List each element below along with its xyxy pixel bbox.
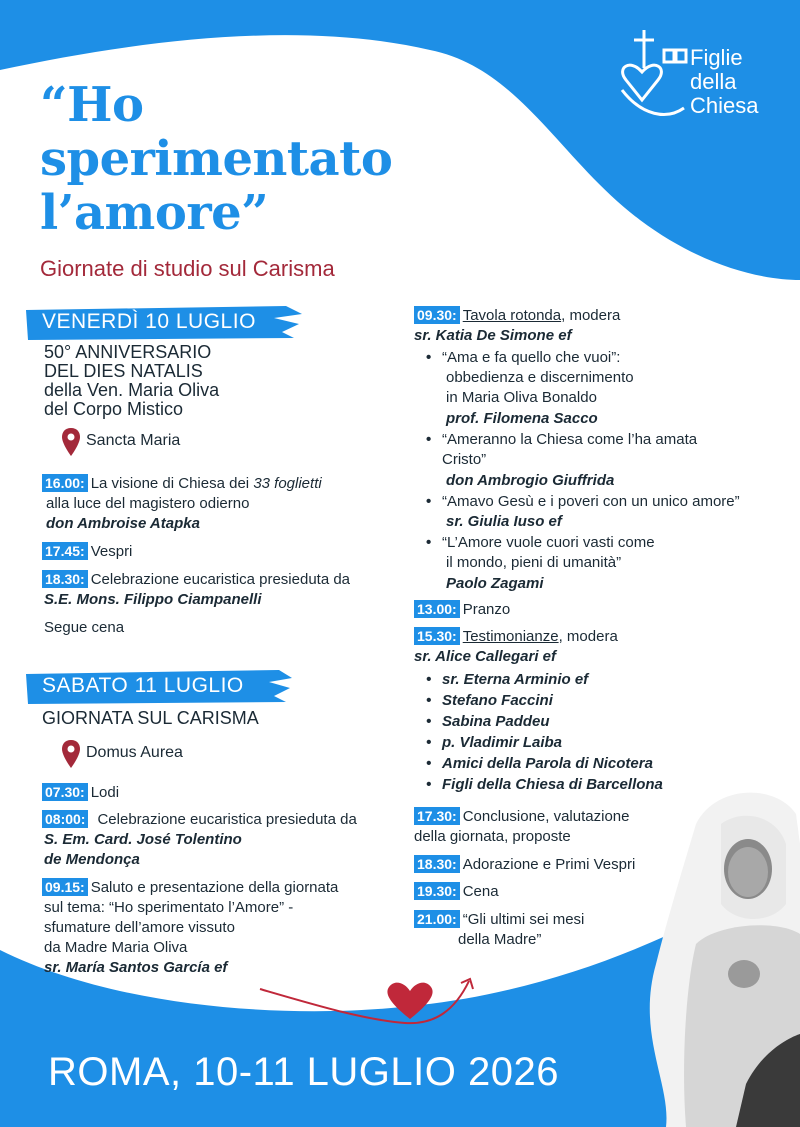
event-text: Cena bbox=[462, 883, 499, 900]
event-time: 18.30: bbox=[414, 855, 460, 873]
friday-event-2 bbox=[42, 542, 132, 562]
event-speaker: don Ambroise Atapka bbox=[46, 515, 200, 532]
location-pin-icon bbox=[62, 740, 80, 768]
location-pin-icon bbox=[62, 428, 80, 456]
saturday-heading: GIORNATA SUL CARISMA bbox=[42, 708, 259, 728]
footer-date: ROMA, 10-11 LUGLIO 2026 bbox=[48, 1050, 559, 1094]
talk-line-2: Cristo” bbox=[442, 451, 487, 468]
list-item: • Figli della Chiesa di Barcellona bbox=[426, 774, 786, 795]
friday-heading-line-3: della Ven. Maria Oliva bbox=[44, 380, 220, 400]
logo-line-2: della bbox=[690, 69, 737, 94]
event-text-line-2: della Madre” bbox=[458, 931, 542, 948]
lunch-event bbox=[414, 600, 510, 620]
talk-line-2: obbedienza e discernimento bbox=[446, 369, 634, 386]
friday-note: Segue cena bbox=[44, 619, 125, 636]
list-item bbox=[426, 492, 786, 532]
friday-heading-line-1: 50° ANNIVERSARIO bbox=[44, 342, 212, 362]
list-item: • Amici della Parola di Nicotera bbox=[426, 753, 786, 774]
event-speaker-line-2: de Mendonça bbox=[44, 851, 140, 868]
logo-line-1: Figlie bbox=[690, 45, 743, 70]
event-text: Vespri bbox=[90, 543, 133, 560]
friday-banner-label: VENERDÌ 10 LUGLIO bbox=[42, 310, 256, 333]
event-text: Adorazione e Primi Vespri bbox=[462, 856, 636, 873]
evening-event bbox=[414, 910, 584, 950]
event-time: 19.30: bbox=[414, 882, 460, 900]
friday-heading bbox=[44, 343, 219, 419]
friday-heading-line-4: del Corpo Mistico bbox=[44, 399, 184, 419]
list-item: • p. Vladimir Laiba bbox=[426, 732, 786, 753]
event-time: 09.30: bbox=[414, 306, 460, 324]
saturday-event-2 bbox=[42, 810, 357, 870]
event-text-line-2: della giornata, proposte bbox=[414, 828, 571, 845]
talk-line-1: • “L’Amore vuole cuori vasti come bbox=[442, 534, 655, 551]
title-line-2: sperimentato bbox=[40, 131, 393, 187]
event-speaker: S.E. Mons. Filippo Ciampanelli bbox=[44, 591, 262, 608]
event-time: 21.00: bbox=[414, 910, 460, 928]
event-text-line-4: da Madre Maria Oliva bbox=[44, 939, 188, 956]
saturday-banner-label: SABATO 11 LUGLIO bbox=[42, 674, 244, 697]
event-time: 18.30: bbox=[42, 570, 88, 588]
list-item: • Stefano Faccini bbox=[426, 690, 786, 711]
friday-location: Sancta Maria bbox=[86, 432, 181, 449]
title-line-1: “Ho bbox=[40, 77, 144, 133]
friday-event-3 bbox=[42, 570, 350, 610]
list-item: • Sabina Paddeu bbox=[426, 711, 786, 732]
event-text: La visione di Chiesa dei bbox=[90, 475, 254, 492]
saturday-location: Domus Aurea bbox=[86, 744, 183, 761]
event-text: Lodi bbox=[90, 784, 120, 801]
talk-line-3: in Maria Oliva Bonaldo bbox=[446, 389, 597, 406]
event-time: 17.45: bbox=[42, 542, 88, 560]
friday-heading-line-2: DEL DIES NATALIS bbox=[44, 361, 203, 381]
event-text: “Gli ultimi sei mesi bbox=[462, 911, 585, 928]
event-speaker: sr. María Santos García ef bbox=[44, 959, 228, 976]
event-title: Tavola rotonda bbox=[462, 307, 562, 324]
logo-text bbox=[690, 46, 758, 118]
event-text: , modera bbox=[561, 307, 621, 324]
event-time: 16.00: bbox=[42, 474, 88, 492]
talk-line-1: • “Ama e fa quello che vuoi”: bbox=[442, 349, 621, 366]
event-text: , modera bbox=[558, 628, 618, 645]
event-time: 17.30: bbox=[414, 807, 460, 825]
heart-arrow-icon bbox=[255, 975, 485, 1045]
title-line-3: l’amore” bbox=[40, 185, 269, 241]
talk-line-2: il mondo, pieni di umanità” bbox=[446, 554, 622, 571]
subtitle: Giornate di studio sul Carisma bbox=[40, 256, 335, 281]
dinner-event bbox=[414, 882, 499, 902]
testimonies-event bbox=[414, 627, 618, 667]
event-speaker-line-1: S. Em. Card. José Tolentino bbox=[44, 831, 242, 848]
portrait-photo bbox=[626, 784, 800, 1127]
talk-line-1: • “Ameranno la Chiesa come l’ha amata bbox=[442, 431, 698, 448]
talk-speaker: sr. Giulia Iuso ef bbox=[446, 513, 562, 530]
event-moderator: sr. Alice Callegari ef bbox=[414, 648, 557, 665]
talks-list bbox=[426, 348, 786, 594]
list-item bbox=[426, 533, 786, 594]
talk-line-1: • “Amavo Gesù e i poveri con un unico amore” bbox=[442, 493, 740, 510]
event-time: 09.15: bbox=[42, 878, 88, 896]
friday-event-1 bbox=[42, 474, 322, 534]
event-text-line-2: sul tema: “Ho sperimentato l’Amore” - bbox=[44, 899, 294, 916]
friday-banner bbox=[24, 304, 304, 342]
saturday-event-3 bbox=[42, 878, 338, 978]
round-table-event bbox=[414, 306, 620, 346]
event-text-line-2: alla luce del magistero odierno bbox=[46, 495, 250, 512]
adoration-event bbox=[414, 855, 635, 875]
event-time: 07.30: bbox=[42, 783, 88, 801]
event-text: Conclusione, valutazione bbox=[462, 808, 630, 825]
event-text-emphasis: 33 foglietti bbox=[253, 475, 322, 492]
saturday-event-1 bbox=[42, 783, 119, 803]
list-item bbox=[426, 430, 786, 491]
event-text: Saluto e presentazione della giornata bbox=[90, 879, 339, 896]
event-title: Testimonianze bbox=[462, 628, 559, 645]
event-time: 15.30: bbox=[414, 627, 460, 645]
event-moderator: sr. Katia De Simone ef bbox=[414, 327, 572, 344]
event-text: Pranzo bbox=[462, 601, 511, 618]
event-text: Celebrazione eucaristica presieduta da bbox=[97, 811, 357, 828]
conclusion-event bbox=[414, 807, 629, 847]
page-title bbox=[40, 78, 392, 240]
event-text-line-3: sfumature dell’amore vissuto bbox=[44, 919, 235, 936]
talk-speaker: Paolo Zagami bbox=[446, 575, 544, 592]
saturday-banner bbox=[24, 668, 294, 706]
list-item: • sr. Eterna Arminio ef bbox=[426, 669, 786, 690]
witness-list bbox=[426, 669, 786, 795]
event-time: 13.00: bbox=[414, 600, 460, 618]
event-time: 08:00: bbox=[42, 810, 88, 828]
logo-line-3: Chiesa bbox=[690, 93, 759, 118]
list-item bbox=[426, 348, 786, 429]
talk-speaker: don Ambrogio Giuffrida bbox=[446, 472, 615, 489]
talk-speaker: prof. Filomena Sacco bbox=[446, 410, 598, 427]
event-text: Celebrazione eucaristica presieduta da bbox=[90, 571, 351, 588]
